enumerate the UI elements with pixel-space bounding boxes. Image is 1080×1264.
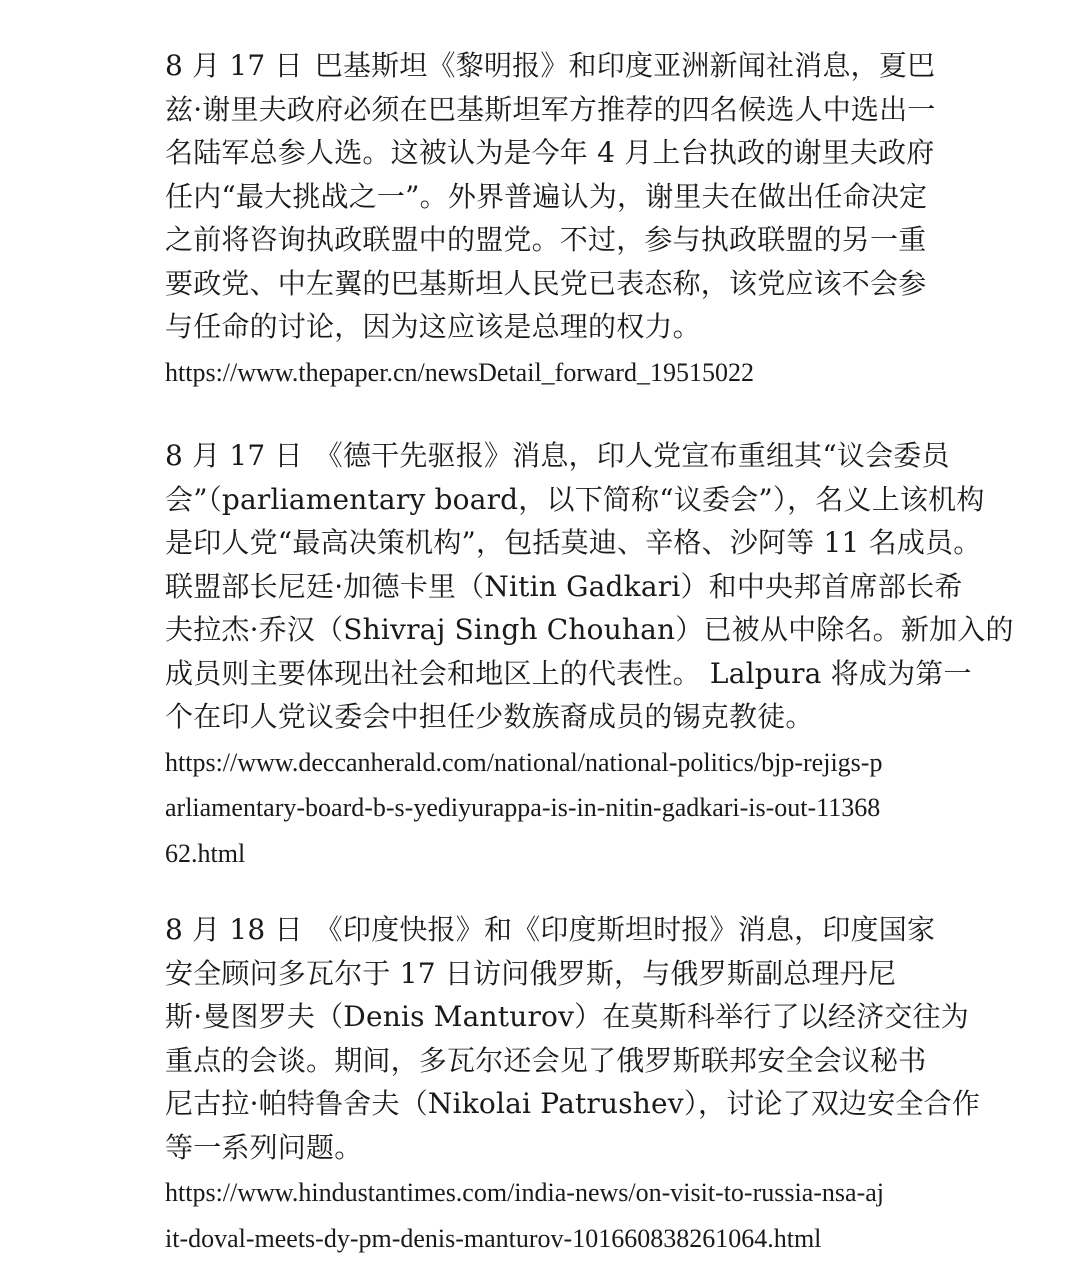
entry-text: 巴基斯坦《黎明报》和印度亚洲新闻社消息，夏巴: [314, 49, 936, 82]
entry-text: 是印人党“最高决策机构”，包括莫迪、辛格、沙阿等 11 名成员。: [165, 526, 982, 559]
entry-text: 《印度快报》和《印度斯坦时报》消息，印度国家: [314, 913, 936, 946]
entry-text: 斯·曼图罗夫（Denis Manturov）在莫斯科举行了以经济交往为: [165, 1000, 969, 1033]
entry-text: 任内“最大挑战之一”。外界普遍认为，谢里夫在做出任命决定: [165, 179, 928, 213]
entry-text: 要政党、中左翼的巴基斯坦人民党已表态称，该党应该不会参: [165, 266, 927, 300]
entry-text: 个在印人党议委会中担任少数族裔成员的锡克教徒。: [165, 700, 814, 733]
source-link[interactable]: arliamentary-board-b-s-yediyurappa-is-in-nitin-gadkari-is-out-11368: [165, 793, 881, 822]
source-link[interactable]: it-doval-meets-dy-pm-denis-manturov-101660838261064.html: [165, 1223, 822, 1253]
entry-first-line: [165, 434, 950, 478]
entry-text: 名陆军总参人选。这被认为是今年 4 月上台执政的谢里夫政府: [165, 136, 935, 169]
entry-first-line: [165, 44, 936, 88]
entry-text: 之前将咨询执政联盟中的盟党。不过，参与执政联盟的另一重: [165, 223, 927, 256]
source-link[interactable]: https://www.deccanherald.com/national/national-politics/bjp-rejigs-p: [165, 747, 883, 777]
entry-text: 重点的会谈。期间，多瓦尔还会见了俄罗斯联邦安全会议秘书: [165, 1043, 927, 1077]
entry-text: 兹·谢里夫政府必须在巴基斯坦军方推荐的四名候选人中选出一: [165, 92, 936, 126]
entry-text: 尼古拉·帕特鲁舍夫（Nikolai Patrushev），讨论了双边安全合作: [165, 1087, 981, 1120]
entry-text: 成员则主要体现出社会和地区上的代表性。 Lalpura 将成为第一: [165, 656, 972, 690]
source-link[interactable]: https://www.hindustantimes.com/india-news/on-visit-to-russia-nsa-aj: [165, 1178, 884, 1207]
entry-text: 夫拉杰·乔汉（Shivraj Singh Chouhan）已被从中除名。新加入的: [165, 613, 1014, 646]
entry-text: 《德干先驱报》消息，印人党宣布重组其“议会委员: [314, 439, 950, 472]
source-link[interactable]: https://www.thepaper.cn/newsDetail_forward_19515022: [165, 357, 754, 387]
news-entry: [165, 908, 981, 1260]
news-entry: [165, 434, 1014, 875]
entry-text: 联盟部长尼廷·加德卡里（Nitin Gadkari）和中央邦首席部长希: [165, 569, 963, 603]
entry-date: 8 月 17 日: [165, 439, 303, 472]
entry-date: 8 月 17 日: [165, 49, 303, 82]
entry-text: 与任命的讨论，因为这应该是总理的权力。: [165, 310, 701, 343]
entry-text: 等一系列问题。: [165, 1130, 363, 1164]
entry-text: 会”（parliamentary board，以下简称“议委会”），名义上该机构: [165, 482, 985, 516]
entry-first-line: [165, 908, 936, 952]
news-entry: [165, 44, 936, 394]
entry-text: 安全顾问多瓦尔于 17 日访问俄罗斯，与俄罗斯副总理丹尼: [165, 956, 897, 990]
entry-date: 8 月 18 日: [165, 913, 303, 946]
source-link[interactable]: 62.html: [165, 838, 246, 868]
